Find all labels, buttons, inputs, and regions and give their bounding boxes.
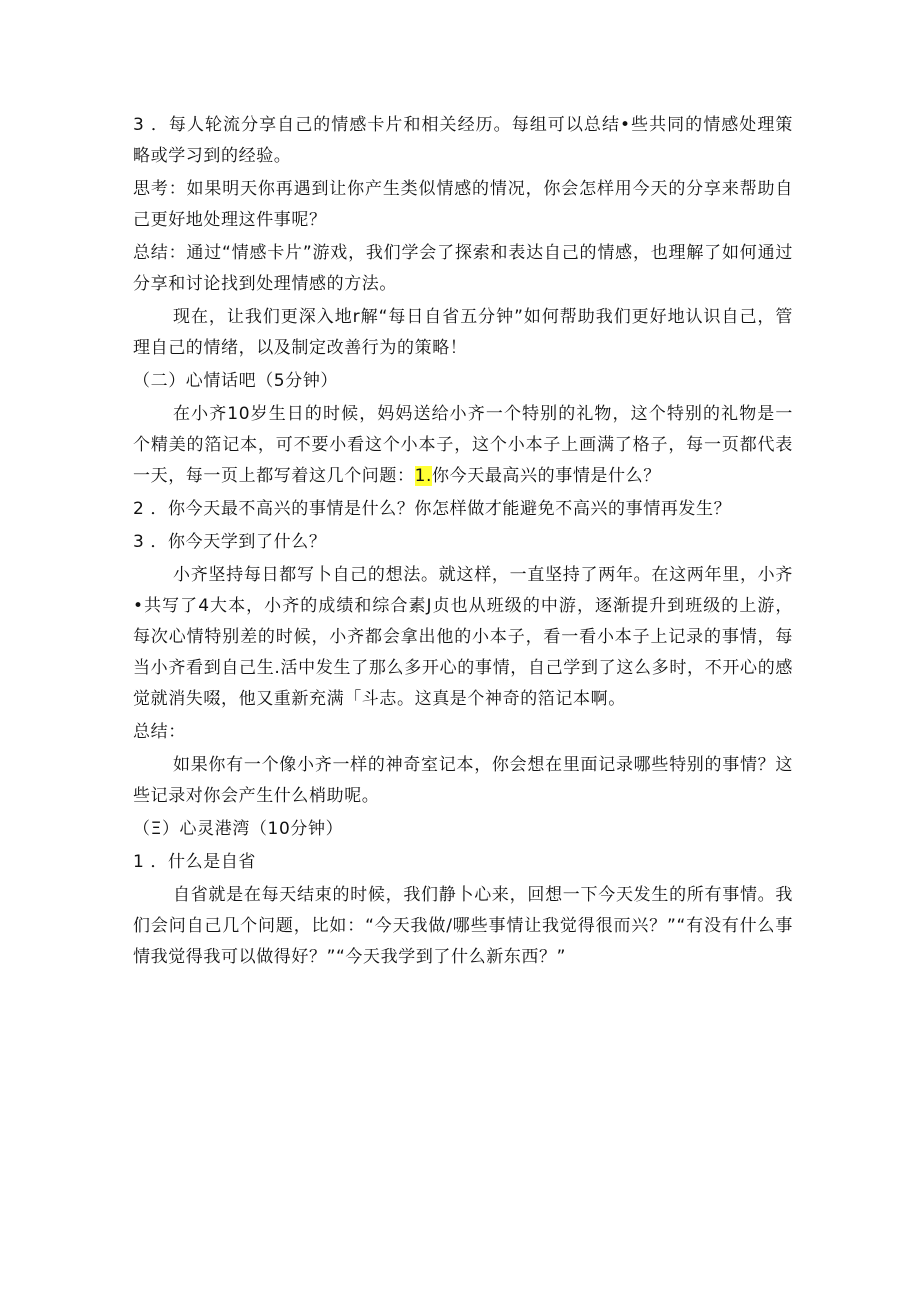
paragraph-story-intro xyxy=(133,399,793,492)
paragraph-reflection-definition: 自省就是在每天结束的时候，我们静卜心来，回想一下今天发生的所有事情。我们会问自己几个问题，比如：“今天我做/哪些事情让我觉得很而兴？”“有没有什么事情我觉得我可以做得好？”“今天我学到了什么新东西？” xyxy=(133,885,793,967)
question-one-text: 你今天最高兴的事情是什么？ xyxy=(432,466,661,486)
paragraph-summary-label: 总结： xyxy=(133,722,186,742)
document-page xyxy=(133,110,793,975)
story-intro-text: 在小齐10岁生日的时候，妈妈送给小齐一个特别的礼物，这个特别的礼物是一个精美的箔记本，可不要小看这个小本子，这个小本子上画满了格子，每一页都代表一天，每一页上都写着这几个问题： xyxy=(133,404,793,486)
paragraph-question-three: 3 ．你今天学到了什么？ xyxy=(133,532,327,552)
paragraph-summary-question: 如果你有一个像小齐一样的神奇室记本，你会想在里面记录哪些特别的事情？这些记录对你会产生什么梢助呢。 xyxy=(133,755,793,806)
paragraph-thinking: 思考：如果明天你再遇到让你产生类似情感的情况，你会怎样用今天的分享来帮助自己更好地处理这件事呢？ xyxy=(133,179,793,230)
paragraph-question-two: 2 ．你今天最不高兴的事情是什么？你怎样做才能避免不高兴的事情再发生？ xyxy=(133,499,732,519)
paragraph-sharing-step: 3 ．每人轮流分享自己的情感卡片和相关经历。每组可以总结•些共同的情感处理策略或学习到的经验。 xyxy=(133,115,793,166)
paragraph-what-is-reflection: 1 ．什么是自省 xyxy=(133,852,257,872)
highlighted-number: 1. xyxy=(414,466,433,486)
section-heading-mood-talk: （二）心情话吧（5分钟） xyxy=(133,371,339,391)
paragraph-story-result: 小齐坚持每日都写卜自己的想法。就这样，一直坚持了两年。在这两年里，小齐•共写了4大本，小齐的成绩和综合素J贞也从班级的中游，逐渐提升到班级的上游，每次心情特别差的时候，小齐都会拿出他的小本子，看一看小本子上记录的事情，每当小齐看到自己生.活中发生了那么多开心的事情，自己学到了这么多时，不开心的感觉就消失啜，他又重新充满「斗志。这真是个神奇的箔记本啊。 xyxy=(133,565,793,709)
section-heading-soul-harbor: （Ξ）心灵港湾（10分钟） xyxy=(133,819,344,839)
paragraph-summary-cards: 总结：通过“情感卡片”游戏，我们学会了探索和表达自己的情感，也理解了如何通过分享和讨论找到处理情感的方法。 xyxy=(133,243,793,294)
paragraph-transition: 现在，让我们更深入地r解“每日自省五分钟”如何帮助我们更好地认识自己，管理自己的情绪，以及制定改善行为的策略！ xyxy=(133,307,793,358)
